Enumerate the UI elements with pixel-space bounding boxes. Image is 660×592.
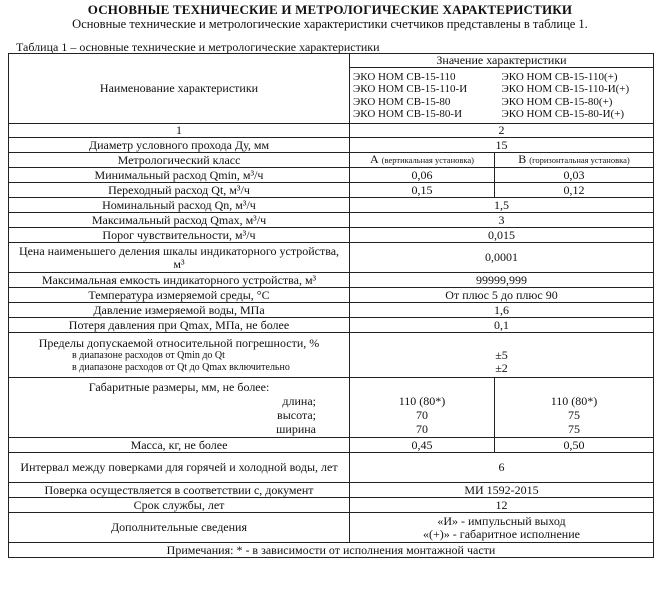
model-item: ЭКО НОМ СВ-15-80(+) (501, 95, 613, 108)
row-value: 3 (350, 213, 654, 228)
row-value-a (350, 153, 495, 168)
model-item: ЭКО НОМ СВ-15-80-И(+) (501, 108, 625, 120)
table-row (9, 183, 654, 198)
intro-text: Основные технические и метрологические характеристики счетчиков представлены в таблице 1. (72, 17, 588, 31)
table-row (9, 243, 654, 273)
row-label: Давление измеряемой воды, МПа (9, 303, 350, 318)
header-name-col: Наименование характеристики (9, 54, 350, 124)
row-label: Цена наименьшего деления шкалы индикаторного устройства, м³ (9, 243, 350, 273)
row-label (9, 333, 350, 378)
colnum-2: 2 (350, 124, 654, 138)
row-value: 1,5 (350, 198, 654, 213)
table-row (9, 513, 654, 543)
dims-a-height: 70 (416, 407, 428, 422)
row-value: 15 (350, 138, 654, 153)
row-label: Порог чувствительности, м³/ч (9, 228, 350, 243)
class-b: В (518, 152, 527, 166)
model-item: ЭКО НОМ СВ-15-110-И (353, 83, 468, 95)
row-label: Температура измеряемой среды, °С (9, 288, 350, 303)
row-value: 12 (350, 498, 654, 513)
table-row (9, 273, 654, 288)
row-value-a (350, 378, 495, 438)
row-value-b: 0,50 (495, 438, 654, 453)
row-label: Максимальная емкость индикаторного устройства, м³ (9, 273, 350, 288)
model-list-left (353, 71, 502, 121)
row-label: Поверка осуществляется в соответствии с, документ (9, 483, 350, 498)
error-sub-1: в диапазоне расходов от Qmin до Qt (72, 349, 225, 361)
row-label: Переходный расход Qt, м³/ч (9, 183, 350, 198)
row-label: Номинальный расход Qn, м³/ч (9, 198, 350, 213)
row-value-b (495, 153, 654, 168)
row-value: От плюс 5 до плюс 90 (350, 288, 654, 303)
error-value-2: ±2 (495, 361, 508, 375)
document-title: ОСНОВНЫЕ ТЕХНИЧЕСКИЕ И МЕТРОЛОГИЧЕСКИЕ ХАРАКТЕРИСТИКИ (87, 2, 573, 17)
table-row (9, 498, 654, 513)
additional-line-1: «И» - импульсный выход (437, 513, 566, 528)
row-value-b: 0,12 (495, 183, 654, 198)
model-item: ЭКО НОМ СВ-15-110 (353, 70, 456, 83)
row-label: Диаметр условного прохода Ду, мм (9, 138, 350, 153)
table-caption: Таблица 1 – основные технические и метрологические характеристики (16, 40, 380, 54)
table-row (9, 228, 654, 243)
dims-length-label: длина; (282, 393, 316, 408)
table-row (9, 198, 654, 213)
row-value: 99999,999 (350, 273, 654, 288)
row-value: МИ 1592-2015 (350, 483, 654, 498)
table-row (9, 153, 654, 168)
characteristics-table (8, 53, 654, 558)
table-row (9, 438, 654, 453)
dims-b-height: 75 (568, 407, 580, 422)
class-a: А (370, 152, 379, 166)
model-item: ЭКО НОМ СВ-15-80-И (353, 108, 463, 120)
row-value-b (495, 378, 654, 438)
table-row (9, 138, 654, 153)
dims-b-width: 75 (568, 421, 580, 436)
model-item: ЭКО НОМ СВ-15-110-И(+) (501, 83, 630, 95)
dims-a-length: 110 (80*) (398, 393, 446, 408)
table-row (9, 333, 654, 378)
table-row (9, 288, 654, 303)
row-label: Интервал между поверками для горячей и холодной воды, лет (9, 453, 350, 483)
class-b-note: (горизонтальная установка) (529, 155, 630, 165)
colnum-1: 1 (9, 124, 350, 138)
row-value (350, 513, 654, 543)
row-value: 0,0001 (350, 243, 654, 273)
additional-line-2: «(+)» - габаритное исполнение (423, 526, 580, 541)
row-value: 6 (350, 453, 654, 483)
row-label: Метрологический класс (9, 153, 350, 168)
row-label: Минимальный расход Qmin, м³/ч (9, 168, 350, 183)
error-value-1: ±5 (495, 348, 508, 362)
model-item: ЭКО НОМ СВ-15-80 (353, 95, 451, 108)
dims-a-width: 70 (416, 421, 428, 436)
table-row (9, 378, 654, 438)
model-item: ЭКО НОМ СВ-15-110(+) (501, 70, 618, 83)
notes-row (9, 543, 654, 558)
row-value-a: 0,15 (350, 183, 495, 198)
row-value-a: 0,06 (350, 168, 495, 183)
row-label: Масса, кг, не более (9, 438, 350, 453)
table-row (9, 318, 654, 333)
error-label: Пределы допускаемой относительной погрешности, % (38, 335, 320, 350)
table-row (9, 168, 654, 183)
table-row (9, 453, 654, 483)
table-row (9, 213, 654, 228)
table-row (9, 303, 654, 318)
row-label: Потеря давления при Qmax, МПа, не более (9, 318, 350, 333)
dims-b-length: 110 (80*) (550, 393, 598, 408)
notes-text: Примечания: * - в зависимости от исполнения монтажной части (9, 543, 654, 558)
header-row (9, 54, 654, 68)
row-value: 0,015 (350, 228, 654, 243)
row-label (9, 378, 350, 438)
row-value: 1,6 (350, 303, 654, 318)
row-value (350, 333, 654, 378)
header-value-col: Значение характеристики (350, 54, 654, 68)
dims-width-label: ширина (276, 421, 316, 436)
error-sub-2: в диапазоне расходов от Qt до Qmax включительно (72, 361, 290, 373)
row-label: Дополнительные сведения (9, 513, 350, 543)
models-cell (350, 68, 654, 124)
row-value: 0,1 (350, 318, 654, 333)
column-number-row (9, 124, 654, 138)
row-value-a: 0,45 (350, 438, 495, 453)
table-row (9, 483, 654, 498)
row-label: Максимальный расход Qmax, м³/ч (9, 213, 350, 228)
dims-label: Габаритные размеры, мм, не более: (88, 379, 270, 394)
dims-height-label: высота; (277, 407, 316, 422)
row-label: Срок службы, лет (9, 498, 350, 513)
class-a-note: (вертикальная установка) (381, 155, 474, 165)
model-list-right (502, 71, 651, 121)
row-value-b: 0,03 (495, 168, 654, 183)
